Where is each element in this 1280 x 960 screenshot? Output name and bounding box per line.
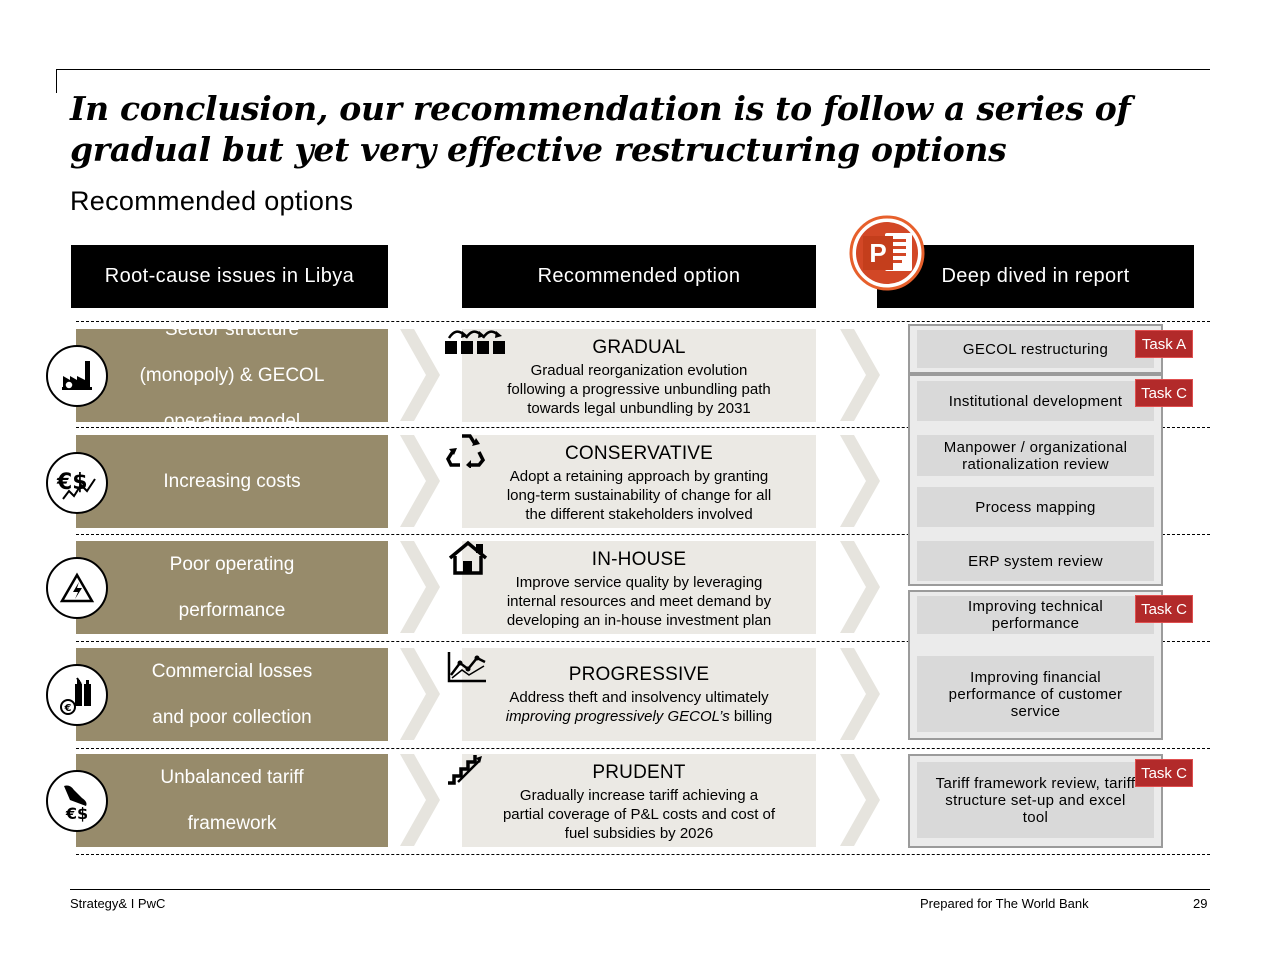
page-title: In conclusion, our recommendation is to follow a series of gradual but yet very effective restructuring options — [70, 89, 1131, 169]
option-conservative — [462, 435, 816, 528]
footer-rule — [70, 889, 1210, 890]
battery-euro-icon — [46, 664, 108, 726]
option-description: Adopt a retaining approach by granting long-term sustainability of change for all the different stakeholders involved — [506, 468, 772, 523]
report-item-institutional-development: Institutional development — [917, 381, 1154, 421]
report-item-manpower-review: Manpower / organizational rationalization review — [917, 435, 1154, 476]
svg-text:€$: €$ — [57, 470, 88, 495]
factory-icon — [46, 345, 108, 407]
flow-arrow — [400, 329, 440, 421]
header-deep-dived: Deep dived in report — [877, 245, 1194, 308]
warning-lightning-icon — [46, 557, 108, 619]
report-item-technical-performance: Improving technical performance — [917, 596, 1154, 634]
trend-chart-icon — [446, 650, 488, 689]
flow-arrow — [840, 754, 880, 846]
option-title: IN-HOUSE — [591, 549, 687, 570]
option-description: Improve service quality by leveraging internal resources and meet demand by developing an in-house investment plan — [506, 574, 772, 629]
report-item-tariff-framework: Tariff framework review, tariff structure set-up and excel tool — [917, 762, 1154, 838]
flow-arrow — [400, 435, 440, 527]
cause-increasing-costs: Increasing costs — [76, 435, 388, 528]
gradual-steps-icon — [444, 327, 508, 360]
flow-arrow — [400, 541, 440, 633]
option-in-house — [462, 541, 816, 634]
house-icon — [447, 540, 489, 581]
option-description: Address theft and insolvency ultimately improving progressively GECOL’s billing — [505, 689, 773, 725]
cause-unbalanced-tariff: Unbalanced tariff framework — [76, 754, 388, 847]
svg-text:P: P — [869, 238, 887, 268]
option-prudent — [462, 754, 816, 847]
option-progressive — [462, 648, 816, 741]
cause-sector-structure: Sector structure (monopoly) & GECOL operating model — [76, 329, 388, 422]
svg-text:€: € — [64, 703, 72, 714]
header-recommended-option: Recommended option — [462, 245, 816, 308]
flow-arrow — [840, 329, 880, 421]
flow-arrow — [840, 648, 880, 740]
flow-arrow — [840, 435, 880, 527]
powerpoint-icon[interactable] — [849, 215, 925, 291]
footer-source: Strategy& I PwC — [70, 896, 166, 911]
task-badge-a: Task A — [1135, 330, 1193, 358]
report-item-gecol-restructuring: GECOL restructuring — [917, 330, 1154, 368]
option-title: CONSERVATIVE — [564, 443, 714, 464]
option-gradual — [462, 329, 816, 422]
task-badge-c: Task C — [1135, 595, 1193, 623]
euro-dollar-cost-icon — [46, 452, 108, 514]
flow-arrow — [840, 541, 880, 633]
cause-commercial-losses: Commercial losses and poor collection — [76, 648, 388, 741]
row-separator — [76, 854, 1210, 855]
recycle-icon — [446, 432, 486, 473]
option-title: GRADUAL — [592, 337, 686, 358]
cause-poor-operating: Poor operating performance — [76, 541, 388, 634]
top-rule — [56, 69, 1210, 70]
task-badge-c: Task C — [1135, 379, 1193, 407]
option-description: Gradually increase tariff achieving a partial coverage of P&L costs and cost of fuel subsidies by 2026 — [502, 787, 776, 842]
flow-arrow — [400, 648, 440, 740]
footer-prepared-for: Prepared for The World Bank — [920, 896, 1089, 911]
page-number: 29 — [1193, 896, 1208, 911]
report-item-process-mapping: Process mapping — [917, 487, 1154, 527]
hand-euro-dollar-icon — [46, 770, 108, 832]
option-description: Gradual reorganization evolution following a progressive unbundling path towards legal unbundling by 2031 — [507, 362, 771, 417]
option-title: PROGRESSIVE — [568, 664, 710, 685]
row-separator — [76, 748, 1210, 749]
header-root-causes: Root-cause issues in Libya — [71, 245, 388, 308]
option-title: PRUDENT — [592, 762, 686, 783]
flow-arrow — [400, 754, 440, 846]
task-badge-c: Task C — [1135, 759, 1193, 787]
report-item-financial-performance: Improving financial performance of customer service — [917, 656, 1154, 732]
top-rule-tick — [56, 69, 57, 93]
stairs-icon — [446, 752, 484, 791]
page-subtitle: Recommended options — [70, 186, 354, 216]
report-item-erp-review: ERP system review — [917, 541, 1154, 581]
svg-text:€$: €$ — [65, 804, 89, 822]
